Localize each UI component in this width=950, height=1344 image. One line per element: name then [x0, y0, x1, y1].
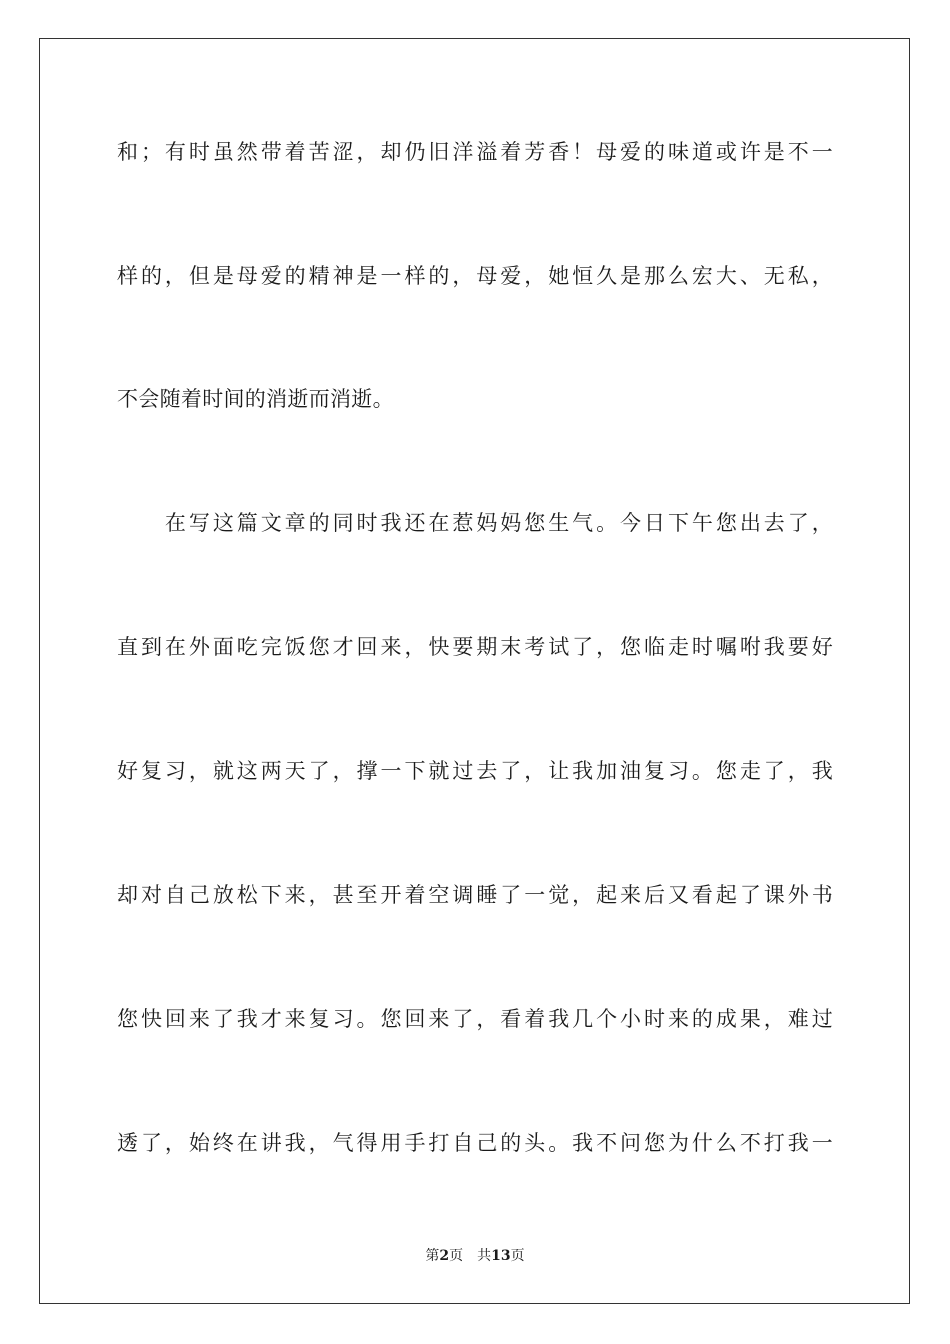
- body-line-3: 不会随着时间的消逝而消逝。: [117, 387, 394, 411]
- body-line-9: 透了，始终在讲我，气得用手打自己的头。我不问您为什么不打我一: [117, 1131, 833, 1155]
- body-line-8: 您快回来了我才来复习。您回来了，看着我几个小时来的成果，难过: [117, 1007, 833, 1031]
- body-line-4: 在写这篇文章的同时我还在惹妈妈您生气。今日下午您出去了，: [117, 511, 833, 535]
- page-border: [39, 38, 910, 1304]
- page-label-suffix: 页: [449, 1248, 464, 1264]
- body-line-5: 直到在外面吃完饭您才回来，快要期末考试了，您临走时嘱咐我要好: [117, 635, 833, 659]
- total-pages: 13: [491, 1248, 511, 1264]
- body-line-2: 样的，但是母爱的精神是一样的，母爱，她恒久是那么宏大、无私，: [117, 264, 833, 288]
- total-label-prefix: 共: [477, 1248, 492, 1264]
- page-number: 2: [439, 1248, 450, 1264]
- total-label-suffix: 页: [510, 1248, 525, 1264]
- page-footer: [0, 1246, 950, 1266]
- page-label-prefix: 第: [425, 1248, 440, 1264]
- body-line-1: 和；有时虽然带着苦涩，却仍旧洋溢着芳香！母爱的味道或许是不一: [117, 140, 833, 164]
- body-line-6: 好复习，就这两天了，撑一下就过去了，让我加油复习。您走了，我: [117, 759, 833, 783]
- body-line-7: 却对自己放松下来，甚至开着空调睡了一觉，起来后又看起了课外书: [117, 883, 833, 907]
